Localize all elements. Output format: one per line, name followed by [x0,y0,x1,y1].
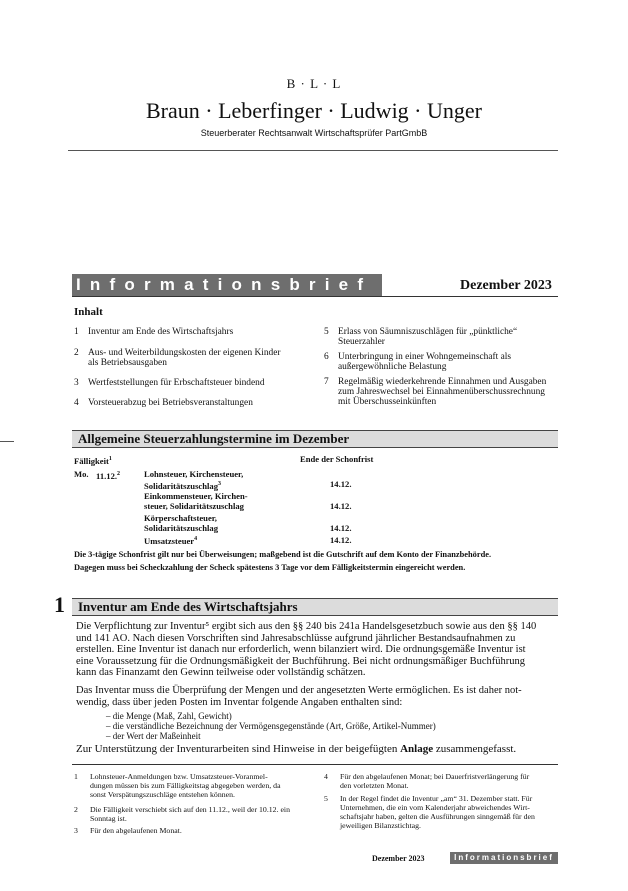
issue-date: Dezember 2023 [460,278,552,293]
toc-label-line2: zum Jahreswechsel bei Einnahmenüberschussrechnung [338,387,545,397]
toc-item-1[interactable] [74,327,324,339]
footnote-divider [72,764,558,765]
toc-label: Wertfeststellungen für Erbschaftsteuer bindend [88,378,265,388]
col-end-header: Ende der Schonfrist [300,454,374,464]
toc-item-6[interactable] [324,352,558,374]
section-1-title: Inventur am Ende des Wirtschaftsjahrs [78,599,298,614]
due-day: Mo. [74,469,89,479]
toc-label-line2: Steuerzahler [338,337,385,347]
toc-number: 1 [74,327,79,337]
tax-dates-header [72,430,558,448]
list-item: – die Menge (Maß, Zahl, Gewicht) [106,711,232,721]
toc-label-line2: außergewöhnliche Belastung [338,362,447,372]
tax-row-2-date: 14.12. [330,501,352,511]
list-item: – der Wert der Maßeinheit [106,731,201,741]
footer-logo: Informationsbrief [450,852,558,864]
tax-row-2: Einkommensteuer, Kirchen- steuer, Solidaritätszuschlag [144,491,248,511]
footnote-1: 1 Lohnsteuer-Anmeldungen bzw. Umsatzsteuer-Voranmel- dungen müssen bis zum Fälligkeitstag abgegeben werden, da sonst Verspätungszuschläge entstehen können. [74,772,281,799]
tax-row-4: Umsatzsteuer$^4$ [144,535,198,546]
tax-row-4-date: 14.12. [330,535,352,545]
section-1-paragraph-2: Das Inventar muss die Überprüfung der Mengen und der angesetzten Werte ermöglichen. Es ist daher not- wendig, dass über jeden Posten im Inventar folgende Angaben enthalten sind: [76,685,522,708]
list-item: – die verständliche Bezeichnung der Vermögensgegenstände (Art, Größe, Artikel-Nummer) [106,721,436,731]
fold-mark [0,441,14,442]
inventory-list [106,711,436,741]
tax-note-1: Die 3-tägige Schonfrist gilt nur bei Überweisungen; maßgebend ist die Gutschrift auf dem Konto der Finanzbehörde. [74,550,492,559]
toc-number: 3 [74,378,79,388]
section-1-closing: Zur Unterstützung der Inventurarbeiten sind Hinweise in der beigefügten Anlage zusammengefasst. [76,743,517,755]
banner-divider [72,296,558,297]
section-1-paragraph-1: Die Verpflichtung zur Inventur⁵ ergibt sich aus den §§ 240 bis 241a Handelsgesetzbuch sowie aus den §§ 140 und 141 AO. Nach diesen Vorschriften sind Jahresabschlüsse aufgrund jährlicher Bestandsaufnahmen zu erstellen. Eine Inventur ist danach nur erforderlich, wenn bilanziert wird. Die ordnungsgemäße Inventur ist eine Voraussetzung für die Ordnungsmäßigkeit der Buchführung. Bei nicht ordnungsmäßiger Buchführung kann das Finanzamt den Gewinn teilweise oder vollständig schätzen. [76,621,537,678]
tax-note-2: Dagegen muss bei Scheckzahlung der Scheck spätestens 3 Tage vor dem Fälligkeitstermin eingereicht werden. [74,563,466,572]
toc-item-7[interactable] [324,377,558,409]
tax-row-3-date: 14.12. [330,523,352,533]
toc-title: Inhalt [74,306,103,318]
toc-item-2[interactable] [74,348,324,370]
toc-label: Unterbringung in einer Wohngemeinschaft als [338,352,511,362]
toc-item-3[interactable] [74,378,324,390]
toc-label-line3: mit Überschusseinkünften [338,397,437,407]
section-1-number: 1 [54,592,65,617]
toc-item-4[interactable] [74,398,324,410]
toc-label: Regelmäßig wiederkehrende Einnahmen und Ausgaben [338,377,547,387]
toc-number: 7 [324,377,329,387]
toc-label-line2: als Betriebsausgaben [88,358,167,368]
toc-number: 4 [74,398,79,408]
annex-link[interactable]: Anlage [400,743,434,755]
toc-label: Aus- und Weiterbildungskosten der eigenen Kinder [88,348,281,358]
toc-label: Erlass von Säumniszuschlägen für „pünktliche“ [338,327,518,337]
toc-label: Inventur am Ende des Wirtschaftsjahrs [88,327,234,337]
firm-initials: B · L · L [286,76,342,91]
tax-row-1: Lohnsteuer, Kirchensteuer, Solidaritätszuschlag$^3$ [144,469,244,491]
col-due-header: Fälligkeit$^1$ [74,455,112,466]
footer-date: Dezember 2023 [372,854,425,863]
footnote-3: 3 Für den abgelaufenen Monat. [74,826,182,835]
footnote-2: 2 Die Fälligkeit verschiebt sich auf den 11.12., weil der 10.12. ein Sonntag ist. [74,805,290,823]
toc-number: 5 [324,327,329,337]
due-date: 11.12.$^2$ [96,470,121,481]
footnote-4: 4 Für den abgelaufenen Monat; bei Dauerfristverlängerung für den vorletzten Monat. [324,772,530,790]
toc-item-5[interactable] [324,327,558,349]
footnote-5: 5 In der Regel findet die Inventur „am“ 31. Dezember statt. Für Unternehmen, die ein vom Kalenderjahr abweichendes Wirt- schaftsjahr haben, gelten die Ausführungen sinngemäß für den jeweiligen Bilanzstichtag. [324,794,535,830]
toc-number: 6 [324,352,329,362]
tax-row-1-date: 14.12. [330,479,352,489]
tax-row-3: Körperschaftsteuer, Solidaritätszuschlag [144,513,219,533]
newsletter-title: Informationsbrief [72,274,382,296]
firm-name: Braun · Leberfinger · Ludwig · Unger [146,98,482,123]
toc-number: 2 [74,348,79,358]
toc-label: Vorsteuerabzug bei Betriebsveranstaltungen [88,398,253,408]
tax-dates-title: Allgemeine Steuerzahlungstermine im Dezember [78,431,350,446]
header-divider [68,150,558,151]
firm-subtitle: Steuerberater Rechtsanwalt Wirtschaftsprüfer PartGmbB [200,128,428,138]
section-1-header [72,598,558,616]
